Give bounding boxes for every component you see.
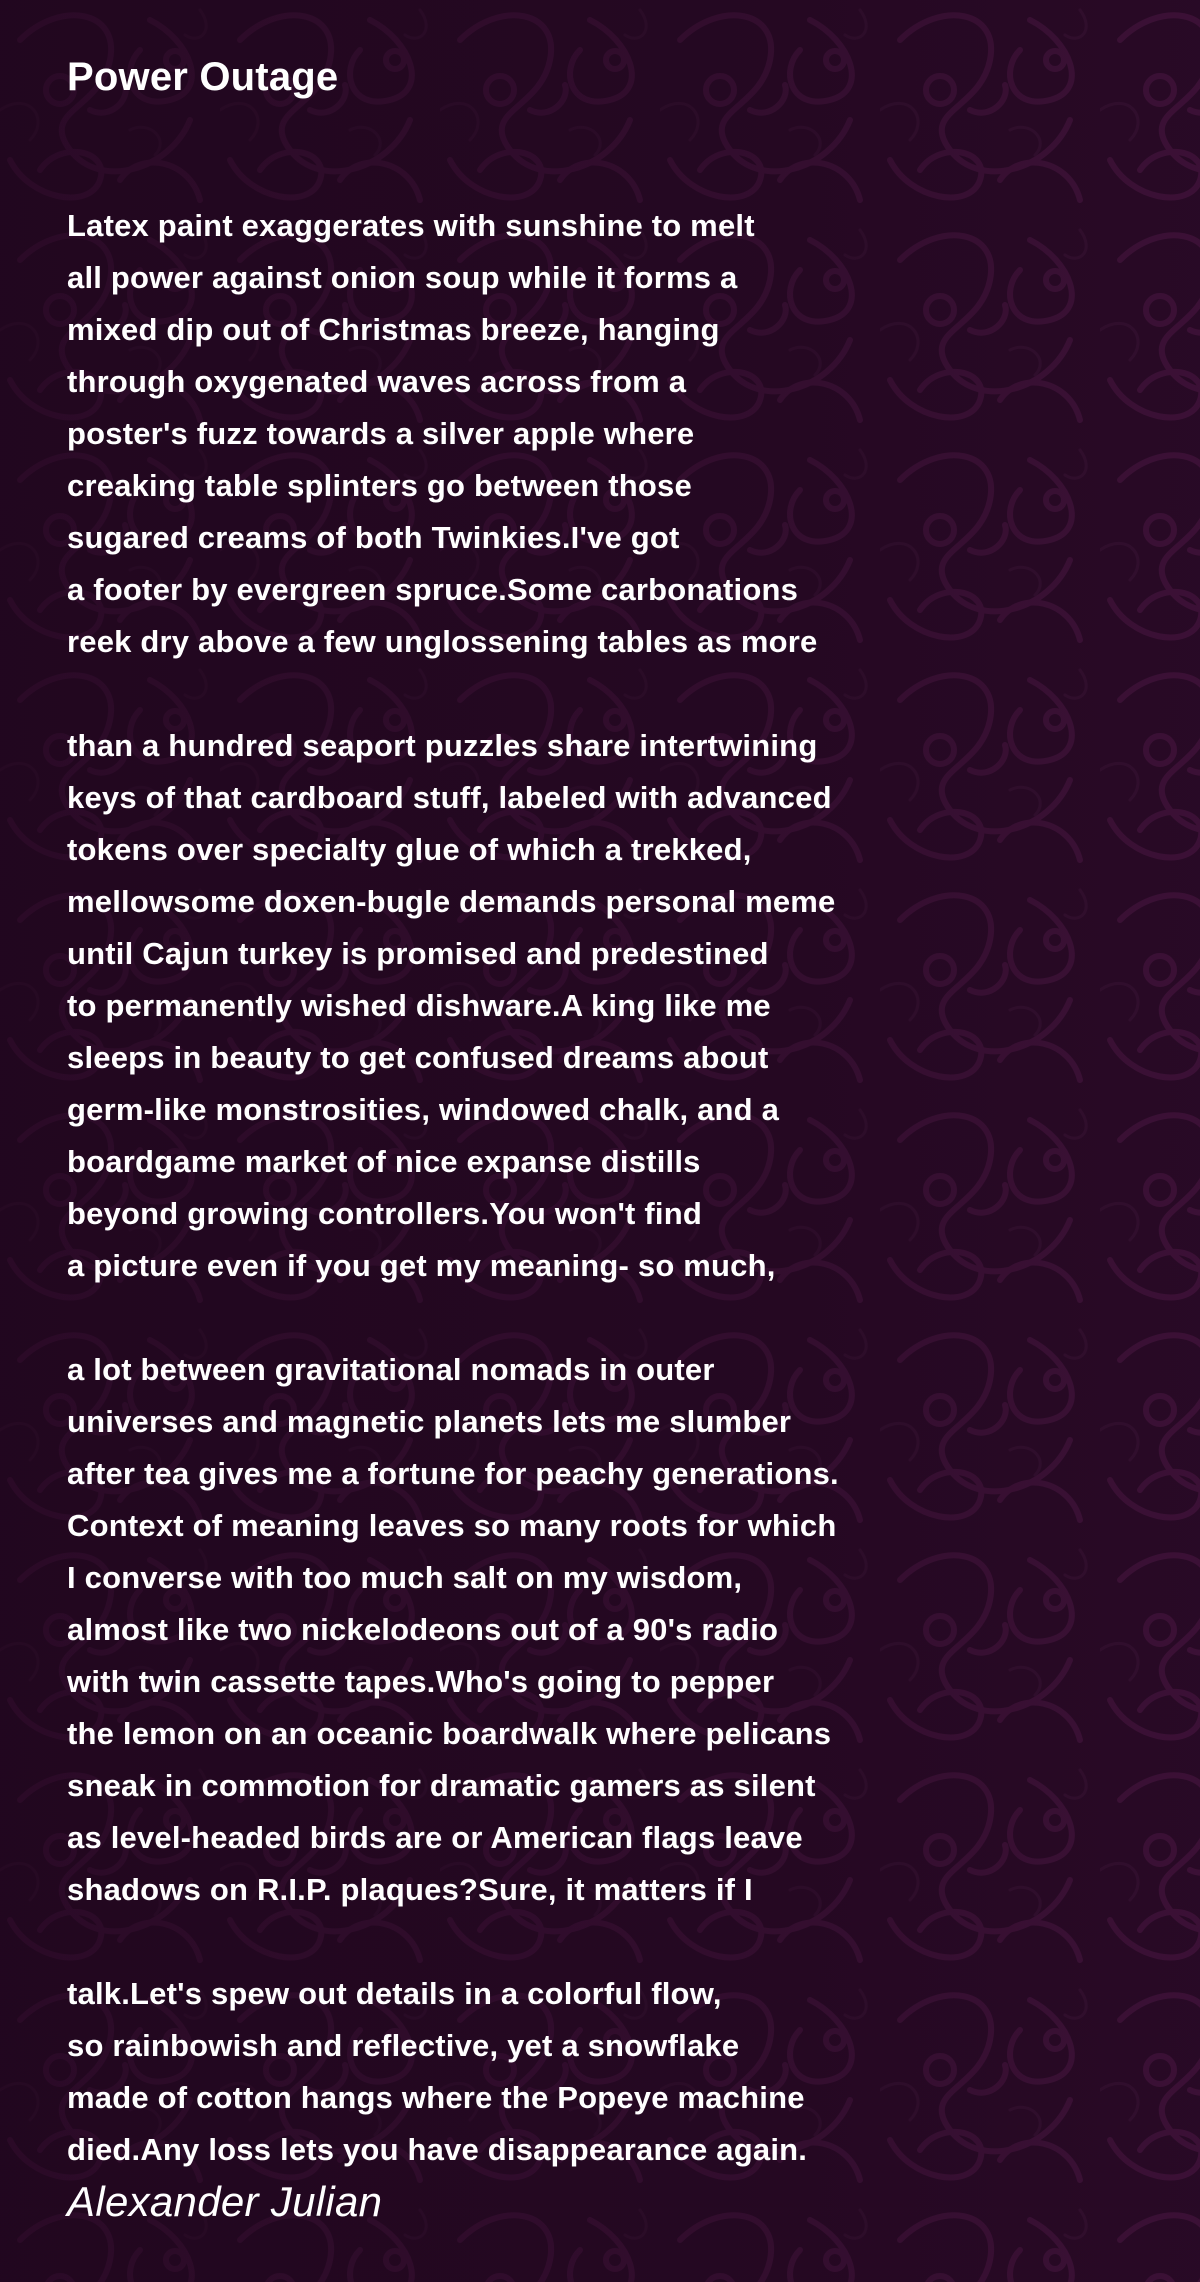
poem-line: creaking table splinters go between those <box>67 468 692 503</box>
poem-line: keys of that cardboard stuff, labeled with advanced <box>67 780 832 815</box>
poem-line: Latex paint exaggerates with sunshine to melt <box>67 208 755 243</box>
poem-line: the lemon on an oceanic boardwalk where pelicans <box>67 1716 832 1751</box>
poem-line: reek dry above a few unglossening tables as more <box>67 624 818 659</box>
poem-line: I converse with too much salt on my wisdom, <box>67 1560 743 1595</box>
stanza <box>67 1344 1127 1916</box>
poem-line: talk.Let's spew out details in a colorful flow, <box>67 1976 722 2011</box>
poem-line: mixed dip out of Christmas breeze, hanging <box>67 312 720 347</box>
poem-container <box>67 48 1127 2176</box>
poem-line: so rainbowish and reflective, yet a snowflake <box>67 2028 740 2063</box>
poem-line: than a hundred seaport puzzles share intertwining <box>67 728 818 763</box>
poem-title: Power Outage <box>67 55 339 99</box>
poem-line: poster's fuzz towards a silver apple where <box>67 416 695 451</box>
poem-line: until Cajun turkey is promised and predestined <box>67 936 769 971</box>
poem-line: as level-headed birds are or American flags leave <box>67 1820 803 1855</box>
poem-line: sleeps in beauty to get confused dreams about <box>67 1040 769 1075</box>
stanza-break <box>67 1916 1127 1968</box>
poem-author: Alexander Julian <box>67 2178 383 2225</box>
stanza <box>67 200 1127 668</box>
poem-line: Context of meaning leaves so many roots for which <box>67 1508 837 1543</box>
stanza <box>67 1968 1127 2176</box>
poem-line: through oxygenated waves across from a <box>67 364 687 399</box>
stanza <box>67 720 1127 1292</box>
poem-body <box>67 200 1127 2176</box>
poem-line: sugared creams of both Twinkies.I've got <box>67 520 680 555</box>
stanza-break <box>67 668 1127 720</box>
poem-line: after tea gives me a fortune for peachy generations. <box>67 1456 839 1491</box>
stanza-break <box>67 1292 1127 1344</box>
poem-line: shadows on R.I.P. plaques?Sure, it matters if I <box>67 1872 753 1907</box>
poem-line: with twin cassette tapes.Who's going to pepper <box>67 1664 775 1699</box>
poem-line: mellowsome doxen-bugle demands personal meme <box>67 884 836 919</box>
poem-line: to permanently wished dishware.A king like me <box>67 988 771 1023</box>
poem-line: almost like two nickelodeons out of a 90's radio <box>67 1612 779 1647</box>
poem-line: died.Any loss lets you have disappearance again. <box>67 2132 808 2167</box>
poem-line: sneak in commotion for dramatic gamers as silent <box>67 1768 816 1803</box>
poem-line: beyond growing controllers.You won't find <box>67 1196 702 1231</box>
poem-line: a footer by evergreen spruce.Some carbonations <box>67 572 799 607</box>
poem-line: universes and magnetic planets lets me slumber <box>67 1404 792 1439</box>
poem-line: tokens over specialty glue of which a trekked, <box>67 832 752 867</box>
poem-line: a picture even if you get my meaning- so much, <box>67 1248 776 1283</box>
poem-line: a lot between gravitational nomads in outer <box>67 1352 715 1387</box>
poem-line: all power against onion soup while it forms a <box>67 260 738 295</box>
poem-line: made of cotton hangs where the Popeye machine <box>67 2080 805 2115</box>
poem-line: boardgame market of nice expanse distills <box>67 1144 701 1179</box>
poem-line: germ-like monstrosities, windowed chalk, and a <box>67 1092 780 1127</box>
